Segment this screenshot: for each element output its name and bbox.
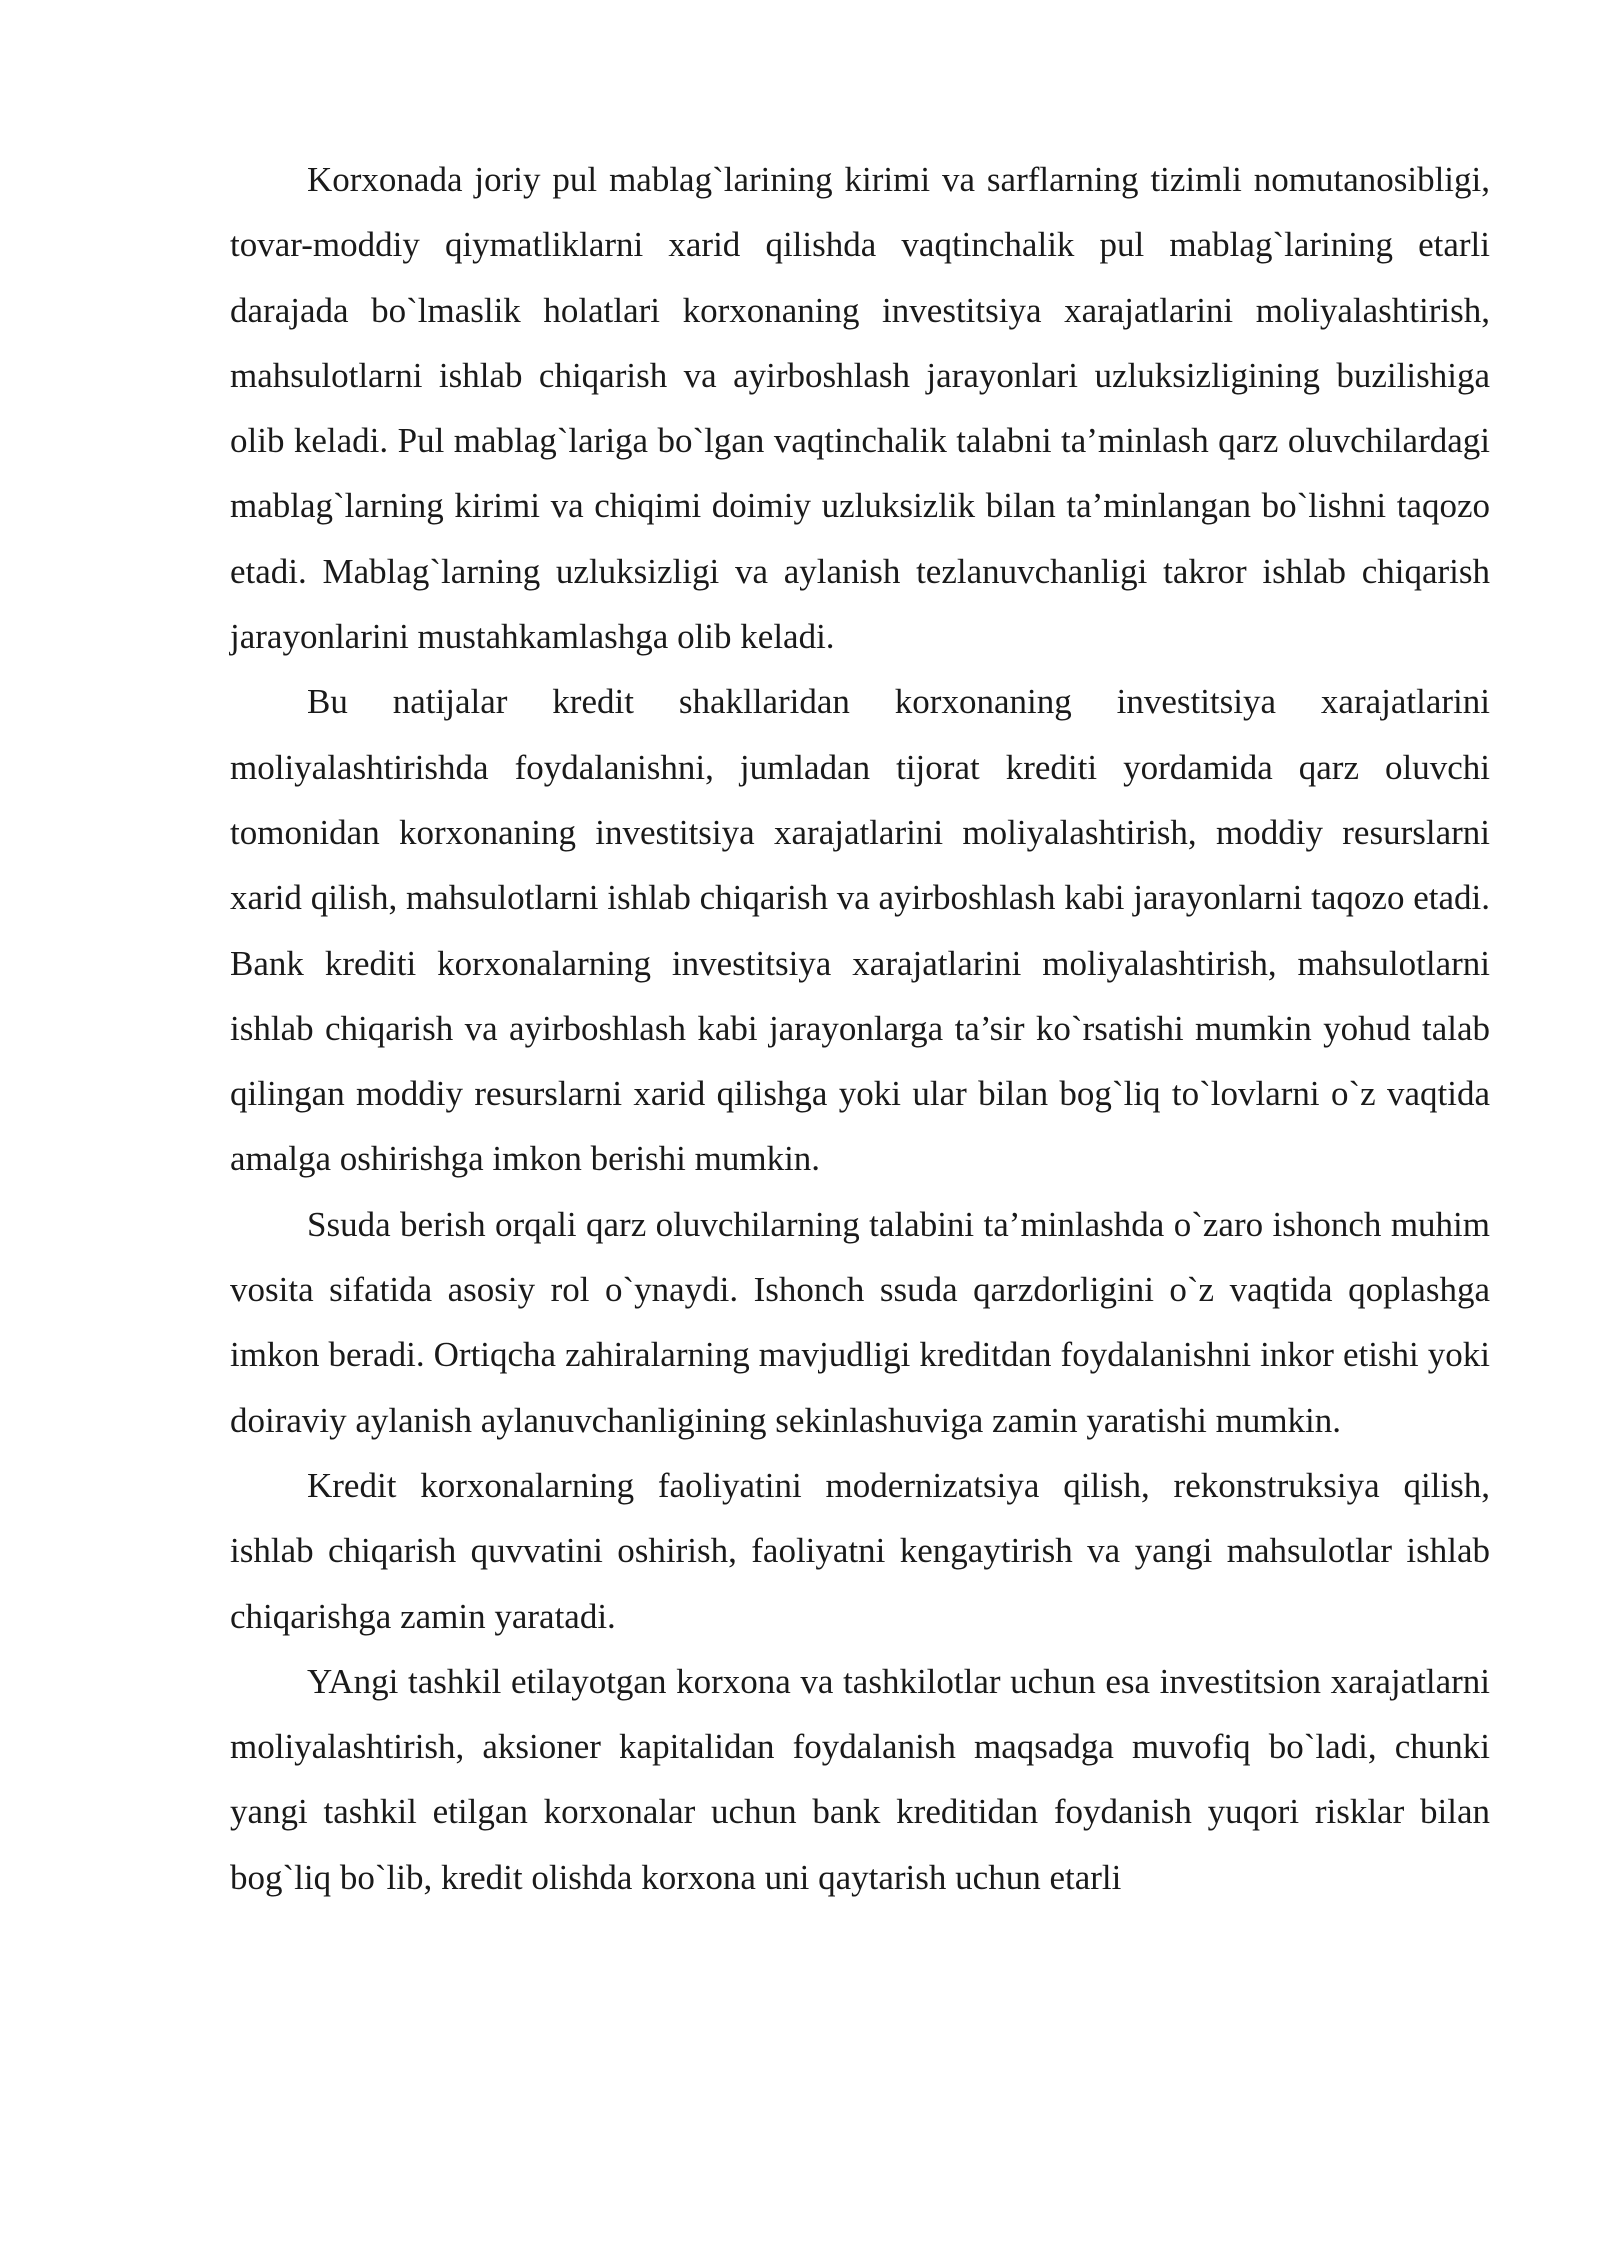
paragraph-3: Ssuda berish orqali qarz oluvchilarning talabini ta’minlashda o`zaro ishonch muhim vosita sifatida asosiy rol o`ynaydi. Ishonch ssuda qarzdorligini o`z vaqtida qoplashga imkon beradi. Ortiqcha zahiralarning mavjudligi kreditdan foydalanishni inkor etishi yoki doiraviy aylanish aylanuvchanligining sekinlashuviga zamin yaratishi mumkin. xyxy=(230,1204,1490,1440)
paragraph-2: Bu natijalar kredit shakllaridan korxonaning investitsiya xarajatlarini moliyalashtirishda foydalanishni, jumladan tijorat krediti yordamida qarz oluvchi tomonidan korxonaning investitsiya xarajatlarini moliyalashtirish, moddiy resurslarni xarid qilish, mahsulotlarni ishlab chiqarish va ayirboshlash kabi jarayonlarni taqozo etadi. Bank krediti korxonalarning investitsiya xarajatlarini moliyalashtirish, mahsulotlarni ishlab chiqarish va ayirboshlash kabi jarayonlarga ta’sir ko`rsatishi mumkin yohud talab qilingan moddiy resurslarni xarid qilishga yoki ular bilan bog`liq to`lovlarni o`z vaqtida amalga oshirishga imkon berishi mumkin. xyxy=(230,682,1490,1179)
paragraph-4: Kredit korxonalarning faoliyatini modernizatsiya qilish, rekonstruksiya qilish, ishlab chiqarish quvvatini oshirish, faoliyatni kengaytirish va yangi mahsulotlar ishlab chiqarishga zamin yaratadi. xyxy=(230,1465,1490,1636)
paragraph-5: YAngi tashkil etilayotgan korxona va tashkilotlar uchun esa investitsion xarajatlarni moliyalashtirish, aksioner kapitalidan foydalanish maqsadga muvofiq bo`ladi, chunki yangi tashkil etilgan korxonalar uchun bank kreditidan foydanish yuqori risklar bilan bog`liq bo`lib, kredit olishda korxona uni qaytarish uchun etarli xyxy=(230,1661,1490,1897)
document-body xyxy=(230,147,1490,1910)
paragraph-1: Korxonada joriy pul mablag`larining kirimi va sarflarning tizimli nomutanosibligi, tovar-moddiy qiymatliklarni xarid qilishda vaqtinchalik pul mablag`larining etarli darajada bo`lmaslik holatlari korxonaning investitsiya xarajatlarini moliyalashtirish, mahsulotlarni ishlab chiqarish va ayirboshlash jarayonlari uzluksizligining buzilishiga olib keladi. Pul mablag`lariga bo`lgan vaqtinchalik talabni ta’minlash qarz oluvchilardagi mablag`larning kirimi va chiqimi doimiy uzluksizlik bilan ta’minlangan bo`lishni taqozo etadi. Mablag`larning uzluksizligi va aylanish tezlanuvchanligi takror ishlab chiqarish jarayonlarini mustahkamlashga olib keladi. xyxy=(230,160,1490,657)
